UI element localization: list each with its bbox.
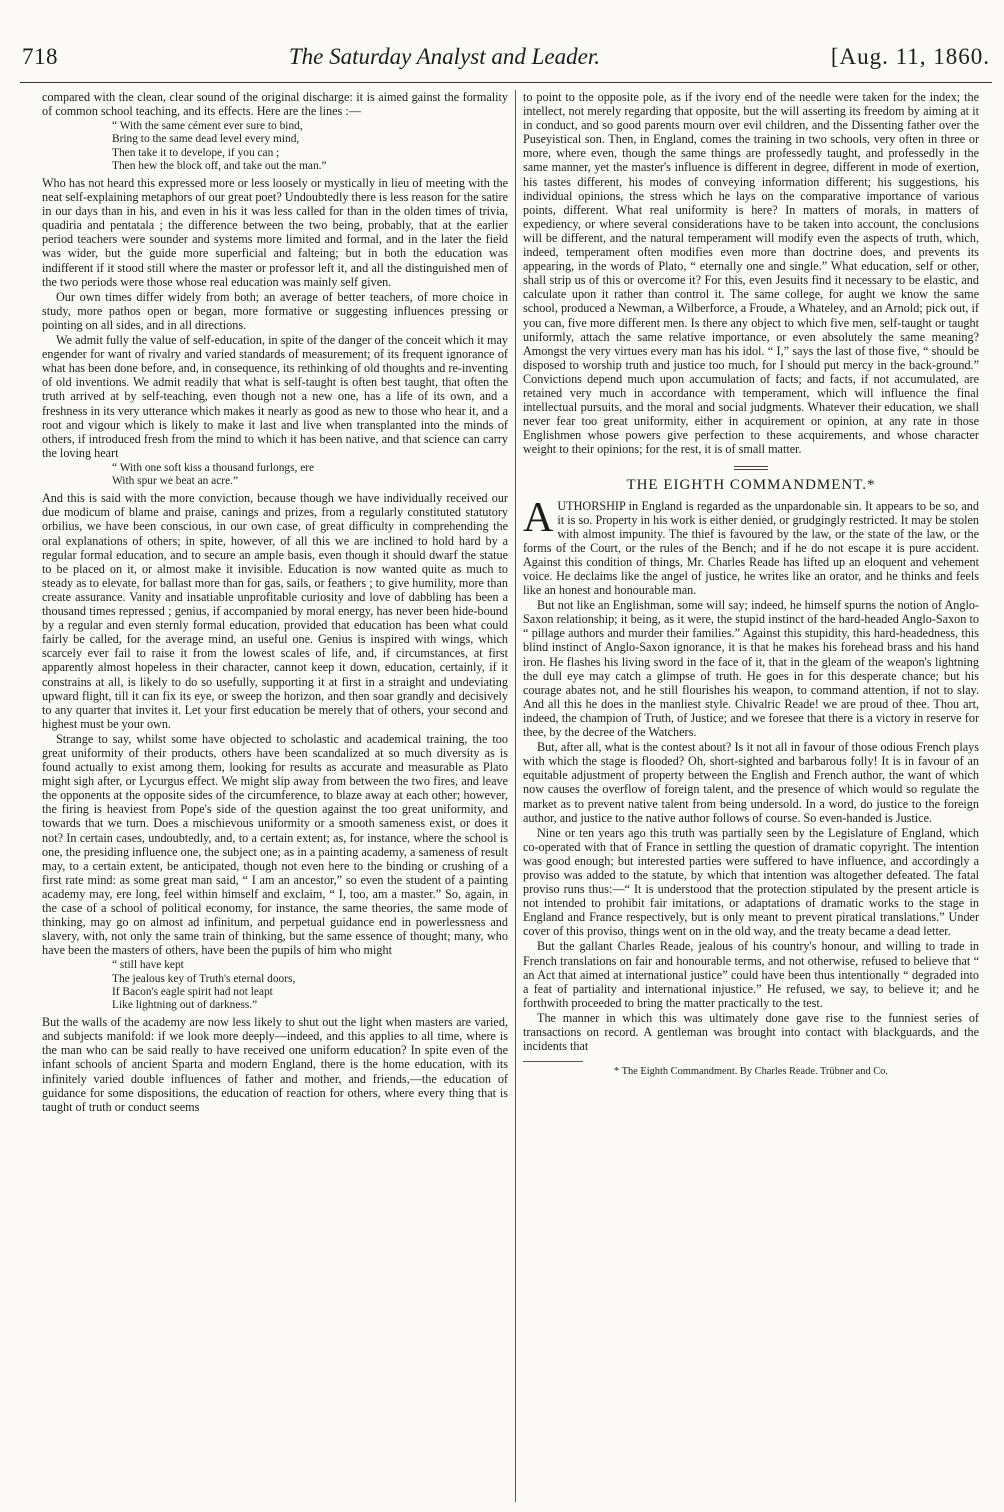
verse-line: Then hew the block off, and take out the man.” — [112, 159, 327, 172]
footnote-rule — [523, 1061, 583, 1062]
verse-line: Bring to the same dead level every mind, — [112, 133, 300, 146]
paragraph: compared with the clean, clear sound of the original discharge: it is aimed gainst the formality of common school teaching, and its effects. Here are the lines :— — [42, 90, 508, 119]
header-rule — [20, 82, 992, 83]
article-title: THE EIGHTH COMMANDMENT.* — [626, 477, 876, 494]
paragraph: The manner in which this was ultimately done gave rise to the funniest series of transactions on record. A gentleman was brought into contact with blackguards, and the incidents that — [523, 1010, 979, 1054]
footnote: * The Eighth Commandment. By Charles Reade. Trübner and Co. — [614, 1066, 888, 1078]
page-number: 718 — [22, 44, 58, 69]
verse-quote — [112, 959, 508, 1012]
column-divider — [515, 90, 516, 1502]
verse-line: If Bacon's eagle spirit had not leapt — [112, 985, 273, 998]
paragraph: Who has not heard this expressed more or less loosely or mystically in lieu of meeting with the neat self-explaining metaphors of our great poet? Undoubtedly there is less reason for the satire in our days than in his, and even in his it was less called for than in the olden times of trivia, quadiria and pentatala ; the difference between the two being, probably, that at the earlier period teachers were sounder and systems more limited and formal, and in the later the field was wider, but the guide more superficial and falteing; but in both the education was indifferent if it stood still where the master or professor left it, and all the distinguished men of the two periods were those whose real education was mainly self given. — [42, 176, 508, 289]
paragraph-text: UTHORSHIP in England is regarded as the unpardonable sin. It appears to be so, and it is so. Property in his work is either denied, or grudgingly restricted. It may be stolen with almost impunity. The thief is favoured by the law, or the state of the law, or the forms of the Court, or the rules of the Bench; and if he do not escape it is pure accident. Against this condition of things, Mr. Charles Reade has lifted up an eloquent and vehement voice. He declaims like the angel of justice, he writes like an orator, and he thinks and feels like an honest and honourable man. — [523, 498, 979, 598]
paragraph: Our own times differ widely from both; an average of better teachers, of more choice in study, more pathos open or began, more formative or suggesting influences pressing or pointing on all sides, and in all directions. — [42, 289, 508, 332]
publication-title: The Saturday Analyst and Leader. — [288, 44, 600, 69]
verse-quote — [112, 120, 508, 173]
paragraph: But, after all, what is the contest about? Is it not all in favour of those odious French plays with which the stage is flooded? Oh, short-sighted and barbarous folly! It is in favour of an equitable adjustment of property between the English and French author, the want of which now causes the overflow of foreign talent, and the presence of which would so regulate the market as to prevent native talent from being undersold. In a word, do justice to the foreign author, and justice to the native author follows of course. So even-handed is Justice. — [523, 740, 979, 825]
drop-cap: A — [523, 494, 554, 541]
paragraph: But not like an Englishman, some will say; indeed, he himself spurns the notion of Anglo-Saxon relationship; it being, as it were, the stupid instinct of the hard-headed Anglo-Saxon to “ pillage authors and murder their families.” Against this stupidity, this hard-headedness, this blind instinct of Anglo-Saxon ignorance, it is that he makes his forehead brass and his hand iron. He flashes his living sword in the face of it, that in the gleam of the weapon's lightning the dull eye may catch a glimpse of truth. He goes in for this desperate chance; but his courage abates not, and he still flourishes his weapon, to command attention, if not to slay. And all this he does in the manliest style. Chivalric Reade! we are proud of thee. Thou art, indeed, the champion of Truth, of Justice; and we foresee that there is a victory in reserve for thee, by the decree of the Watchers. — [523, 598, 979, 740]
verse-quote — [112, 462, 508, 488]
paragraph: Nine or ten years ago this truth was partially seen by the Legislature of England, which co-operated with that of France in settling the question of dramatic copyright. The intention was good enough; but interested parties were suffered to have influence, and accordingly a proviso was added to the statute, by which that intention was altogether defeated. The fatal proviso runs thus:—“ It is understood that the protection stipulated by the present article is not intended to prohibit fair imitations, or adaptations of dramatic works to the stage in England and France respectively, but is only meant to prevent piratical translations.” Under cover of this proviso, things went on in the old way, and the treaty became a dead letter. — [523, 825, 979, 939]
paragraph: Strange to say, whilst some have objected to scholastic and academical training, the too great uniformity of their products, others have been scandalized at so much diversity as is found actually to exist among them, looking for results as accurate and measurable as Plato might sigh after, or Lycurgus effect. We might slip away from between the two fires, and leave the opponents at the opposite sides of the circumference, to blaze away at each other; however, the firing is heaviest from Pope's side of the question against the too great uniformity, and towards that we turn. Does a mischievous uniformity or a smooth sameness exist, or does it not? In certain cases, undoubtedly, and, to a certain extent; as, for instance, where the school is one, the presiding influence one, the subject one; as in a painting academy, a sameness of result may, to a certain extent, be anticipated, though not even here to the binding or crushing of a first rate mind: as some great man said, “ I am an ancestor,” so even the student of a painting academy may, ere long, feel within himself and exclaim, “ I, too, am a master.” So, again, in the case of a school of political economy, for instance, the same theories, the same mode of thinking, may go on almost ad infinitum, and perpetual guidance end in powerlessness and slavery, with, not only the same train of thinking, but the same essence of thought; many, who have been the masters of others, have been the pupils of him who might — [42, 731, 508, 958]
right-column — [523, 90, 979, 1502]
paragraph: We admit fully the value of self-education, in spite of the danger of the conceit which it may engender for want of rivalry and varied standards of measurement; of its frequent ignorance of what has been done before, and, in consequence, its rethinking of old thoughts and re-inventing of old inventions. We admit readily that what is self-taught is often best taught, that often the truth arrived at by self-teaching, even though not a new one, has a life of its own, and a freshness in its very utterance which makes it nearly as good as new to those who hear it, and a root and vigour which is likely to make it last and live when transplanted into the minds of others, if introduced fresh from the mind to which it has been native, and that science can carry the loving heart — [42, 333, 508, 460]
page-header — [22, 44, 990, 78]
verse-line: “ With one soft kiss a thousand furlongs, ere — [112, 461, 315, 474]
verse-line: With spur we beat an acre.” — [112, 475, 239, 488]
paragraph: to point to the opposite pole, as if the ivory end of the needle were taken for the index; the intellect, not merely regarding that opposite, but the will asserting its freedom by aiming at it in conduct, and so good parents mourn over evil children, and the Dissenting father over the Puseyistical son. Then, in England, comes the training in two schools, very often in three or more, where even, though the same things are professedly taught, and professedly in the same manner, yet the master's influence is different in degree, different in mode of exertion, his tastes different, his modes of conveying information different; his suggestions, his individual opinions, the stress which he lays on the comparative importance of various points, different. What real uniformity is here? In matters of morals, in matters of expediency, or where several considerations have to be taken into account, the conclusions will be different, and the natural temperament will modify even the aspects of truth, which, indeed, temperament often modifies even more than doctrine does, and prevents its appearing, in the words of Plato, “ eternally one and single.” What education, self or other, shall strip us of this or overcome it? For this, even Jesuits find it necessary to be elastic, and calculate upon it rather than control it. The same college, for aught we know the same school, produced a Newman, a Wilberforce, a Froude, a Whateley, and an Arnold; pick out, if you can, five more different men. Is there any object to which five men, self-taught or taught uniformly, attach the same relative importance, or even absolutely the same meaning? Amongst the very virtues every man has his idol. “ I,” says the last of those five, “ should be disposed to worship truth and justice too much, for I should put mercy in the back-ground.” Convictions depend much upon accumulation of facts; and facts, if not accumulated, are retained very much in accordance with temperament, which will influence the final intellectual pursuits, and the moral and social judgments. Whatever their education, we shall never fear too great uniformity, either in acquirement or opinion, at any rate in those Englishmen whose powers give perfection to these acquirements, and whose character weight to their opinions; for the rest, it is of small matter. — [523, 90, 979, 457]
issue-date: [Aug. 11, 1860. — [830, 44, 990, 69]
paragraph: But the gallant Charles Reade, jealous of his country's honour, and willing to trade in French translations on fair and honourable terms, and not otherwise, refused to believe that “ an Act that aimed at international justice” could have been thus intentionally “ degraded into a feat of partiality and international injustice.” He refused, we say, to believe it; and he forthwith proceeded to bring the matter practically to the test. — [523, 939, 979, 1010]
section-divider — [734, 466, 768, 470]
verse-line: “ still have kept — [112, 959, 184, 972]
verse-line: The jealous key of Truth's eternal doors, — [112, 972, 296, 985]
paragraph — [523, 494, 979, 598]
verse-line: Then take it to develope, if you can ; — [112, 146, 280, 159]
paragraph: And this is said with the more conviction, because though we have individually received our due modicum of blame and praise, canings and prizes, from a regularly constituted statutory orbilius, we have been conscious, in our own case, of great difficulty in comprehending the oral explanations of others; in spite, however, of all this we are inclined to hold hard by a regular formal education, and to secure an ample basis, even though it should dwarf the statue to be placed on it, or almost make it invisible. Education is now wanted quite as much to steady as to elevate, for ballast more than for gas, sails, or feathers ; to give humility, more than create assurance. Vanity and insatiable unprofitable curiosity and love of dabbling has been a thousand times repressed ; genius, if accompanied by moral energy, has never been hide-bound by a regular and even sternly formal education, provided that education has been what could fairly be called, for the average mind, an useful one. Genius is inspired with wings, which scarcely ever fail to raise it from the lowest scales of life, and, if circumstances, at first apparently almost hopeless in their character, cannot keep it down, education, certainly, if it constrains at all, is likely to do so usefully, supporting it at first in a straight and undeviating upward flight, till it can fix its eye, or sweep the horizon, and then soar grandly and decisively to any quarter that invites it. Let your first education be merely that of others, your second and highest must be your own. — [42, 491, 508, 731]
paragraph: But the walls of the academy are now less likely to shut out the light when masters are varied, and subjects manifold: if we look more deeply—indeed, and this applies to all time, where is the man who can be said really to have received one uniform education? In spite even of the infant schools of ancient Sparta and modern England, there is the home education, with its infinitely varied double influences of father and mother, and friends,—the education of guidance for some dispositions, the education of reaction for others, where every thing that is taught of truth or conduct seems — [42, 1015, 508, 1114]
left-column — [42, 90, 508, 1502]
verse-line: Like lightning out of darkness.” — [112, 998, 258, 1011]
verse-line: “ With the same cément ever sure to bind, — [112, 120, 303, 133]
